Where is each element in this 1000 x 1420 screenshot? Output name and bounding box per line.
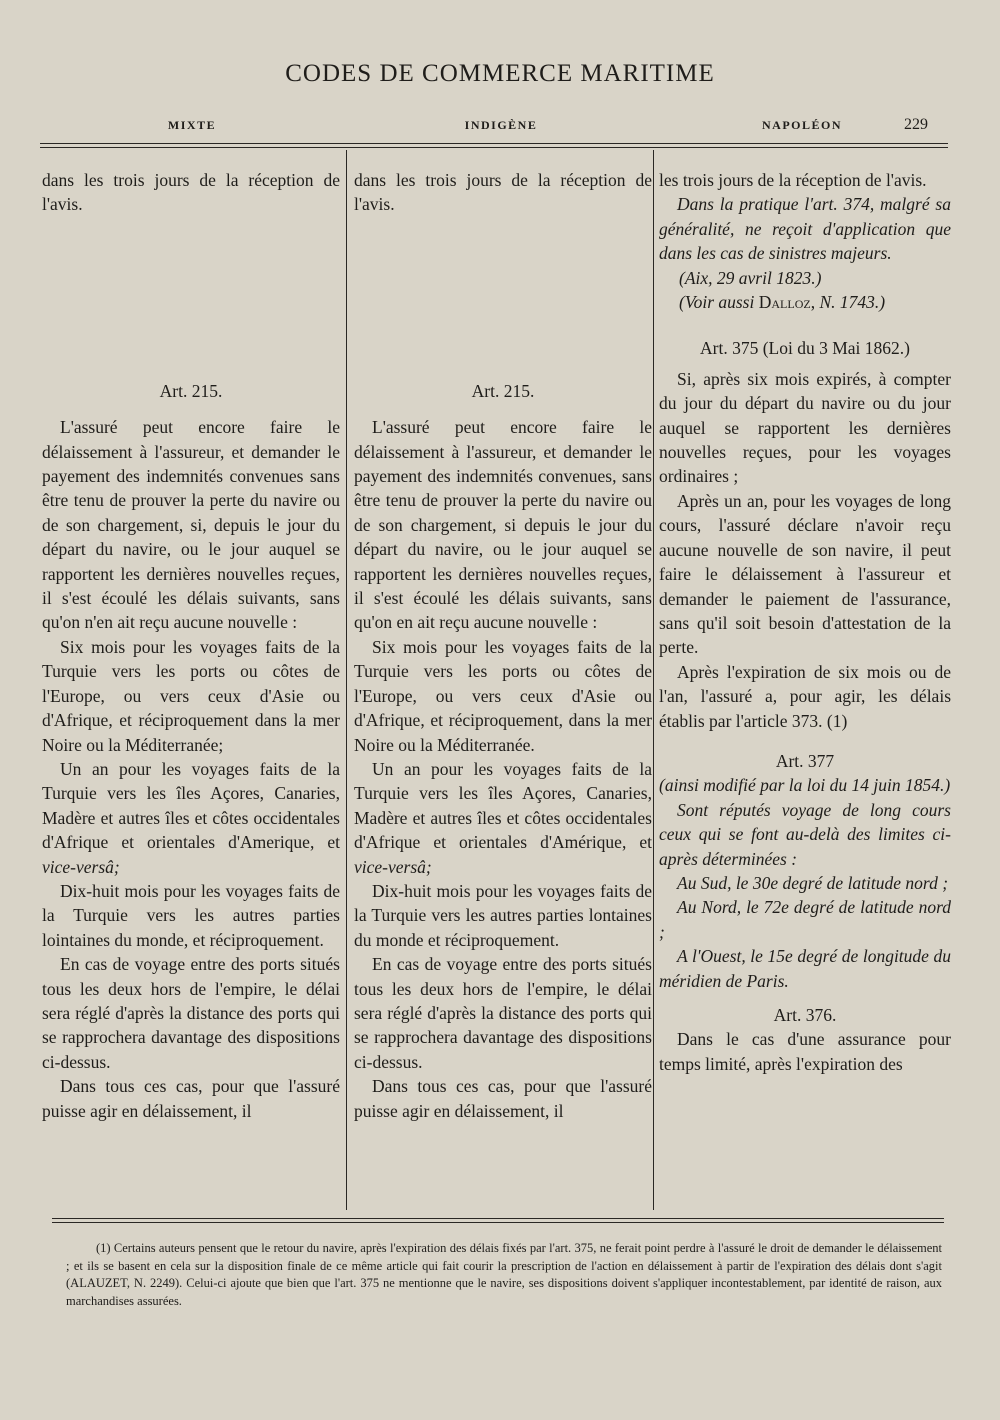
column-napoleon	[659, 168, 951, 1213]
paragraph: Dans tous ces cas, pour que l'assuré puisse agir en délaissement, il	[354, 1076, 652, 1121]
paragraph: Au Sud, le 30e degré de latitude nord ;	[677, 872, 949, 893]
article-heading: Art. 375 (Loi du 3 Mai 1862.)	[700, 338, 910, 359]
text: N. 1743.)	[819, 292, 886, 313]
paragraph: dans les trois jours de la réception de l'avis.	[42, 170, 340, 215]
text-italic: vice-versâ;	[42, 856, 120, 877]
paragraph: Dix-huit mois pour les voyages faits de la Turquie vers les autres parties lontaines du monde et réciproquement.	[354, 880, 652, 950]
column-divider	[346, 150, 347, 1210]
paragraph: Au Nord, le 72e degré de latitude nord ;	[659, 897, 951, 942]
article-heading: Art. 215.	[159, 380, 223, 401]
footnote-rule-double	[52, 1222, 944, 1223]
column-divider	[653, 150, 654, 1210]
column-heading-indigene: INDIGÈNE	[464, 118, 538, 132]
paragraph: Six mois pour les voyages faits de la Turquie vers les ports ou côtes de l'Europe, ou vers ceux d'Asie ou d'Afrique, et réciproquement, dans la mer Noire ou la Méditerranée.	[354, 636, 652, 755]
paragraph	[354, 757, 652, 879]
note-citation	[659, 290, 951, 314]
header-rule	[40, 143, 948, 144]
paragraph: Dix-huit mois pour les voyages faits de la Turquie vers les autres parties lointaines du monde, et réciproquement.	[42, 880, 340, 950]
text-italic: vice-versâ;	[354, 856, 432, 877]
text: (Voir aussi	[679, 292, 755, 313]
paragraph: les trois jours de la réception de l'avis.	[659, 170, 927, 190]
paragraph: L'assuré peut encore faire le délaissement à l'assureur, et demander le payement des indemnités convenues, sans être tenu de prouver la perte du navire ou de son chargement, si depuis le jour du départ du navire, ou le jour auquel se rapportent les dernières nouvelles reçues, il s'est écoulé les délais suivants, sans qu'on en ait reçu aucune nouvelle :	[354, 417, 652, 633]
paragraph: Six mois pour les voyages faits de la Turquie vers les ports ou côtes de l'Europe, ou vers ceux d'Asie ou d'Afrique, et réciproquement dans la mer Noire ou la Méditerranée;	[42, 636, 340, 755]
column-heading-napoleon: NAPOLÉON	[761, 118, 842, 132]
paragraph: A l'Ouest, le 15e degré de longitude du méridien de Paris.	[659, 946, 951, 991]
paragraph: En cas de voyage entre des ports situés tous les deux hors de l'empire, le délai sera réglé d'après la distance des ports qui se rapprochera davantage des dispositions ci-dessus.	[42, 954, 340, 1072]
column-indigene	[354, 168, 652, 1213]
article-heading: Art. 377	[775, 750, 835, 771]
paragraph: Après un an, pour les voyages de long cours, l'assuré déclare n'avoir reçu aucune nouvelle de son navire, il peut faire le délaissement à l'assureur et demander le paiement de l'assurance, sans qu'il soit besoin d'attestation de la perte.	[659, 490, 951, 658]
paragraph: L'assuré peut encore faire le délaissement à l'assureur, et demander le payement des indemnités convenues sans être tenu de prouver la perte du navire ou de son chargement, si, depuis le jour du départ du navire, ou le jour auquel se rapportent les dernières nouvelles reçues, il s'est écoulé les délais suivants, sans qu'on n'en ait reçu aucune nouvelle :	[42, 417, 340, 633]
paragraph: Dans le cas d'une assurance pour temps limité, après l'expiration des	[659, 1029, 951, 1074]
paragraph: dans les trois jours de la réception de l'avis.	[354, 170, 652, 215]
paragraph: (ainsi modifié par la loi du 14 juin 1854.)	[659, 775, 951, 796]
paragraph: Sont réputés voyage de long cours ceux qui se font au-delà des limites ci-après déterminées :	[659, 799, 951, 869]
paragraph: Après l'expiration de six mois ou de l'an, l'assuré a, pour agir, les délais établis par l'article 373. (1)	[659, 661, 951, 731]
note: Dans la pratique l'art. 374, malgré sa généralité, ne reçoit d'application que dans les cas de sinistres majeurs.	[659, 194, 951, 264]
column-mixte	[42, 168, 340, 1213]
text: Un an pour les voyages faits de la Turquie vers les îles Açores, Canaries, Madère et autres îles et côtes occidentales d'Afrique et orientales d'Amerique, et	[42, 758, 340, 853]
footnote: (1) Certains auteurs pensent que le retour du navire, après l'expiration des délais fixés par l'art. 375, ne ferait point perdre à l'assuré le droit de demander le délaissement ; et ils se basent en cela sur la disposition finale de ce même article qui fait courir la prescription de l'action en délaissement à partir de l'expiration des délais dont s'agit (ALAUZET, N. 2249). Celui-ci ajoute que bien que l'art. 375 ne mentionne que le navire, ses dispositions doivent s'appliquer incontestablement, par identité de raison, aux marchandises assurées.	[66, 1241, 942, 1308]
page-title: CODES DE COMMERCE MARITIME	[285, 60, 715, 87]
paragraph: En cas de voyage entre des ports situés tous les deux hors de l'empire, le délai sera réglé d'après la distance des ports qui se rapprochera davantage des dispositions ci-dessus.	[354, 954, 652, 1072]
text: Un an pour les voyages faits de la Turquie vers les îles Açores, Canaries, Madère et autres îles et côtes occidentales d'Afrique et orientales d'Amérique, et	[354, 758, 652, 853]
footnote-rule	[52, 1218, 944, 1219]
article-heading: Art. 215.	[471, 380, 535, 401]
author-name: Dalloz,	[758, 292, 816, 313]
paragraph: Si, après six mois expirés, à compter du jour du départ du navire ou du jour auquel se rapportent les dernières nouvelles reçues, pour les voyages ordinaires ;	[659, 368, 951, 487]
article-heading: Art. 376.	[773, 1005, 837, 1025]
page-number: 229	[904, 116, 928, 133]
paragraph: Dans tous ces cas, pour que l'assuré puisse agir en délaissement, il	[42, 1076, 340, 1121]
column-heading-mixte: MIXTE	[167, 118, 217, 132]
note-citation: (Aix, 29 avril 1823.)	[679, 267, 822, 288]
paragraph	[42, 757, 340, 879]
header-rule-double	[40, 147, 948, 148]
